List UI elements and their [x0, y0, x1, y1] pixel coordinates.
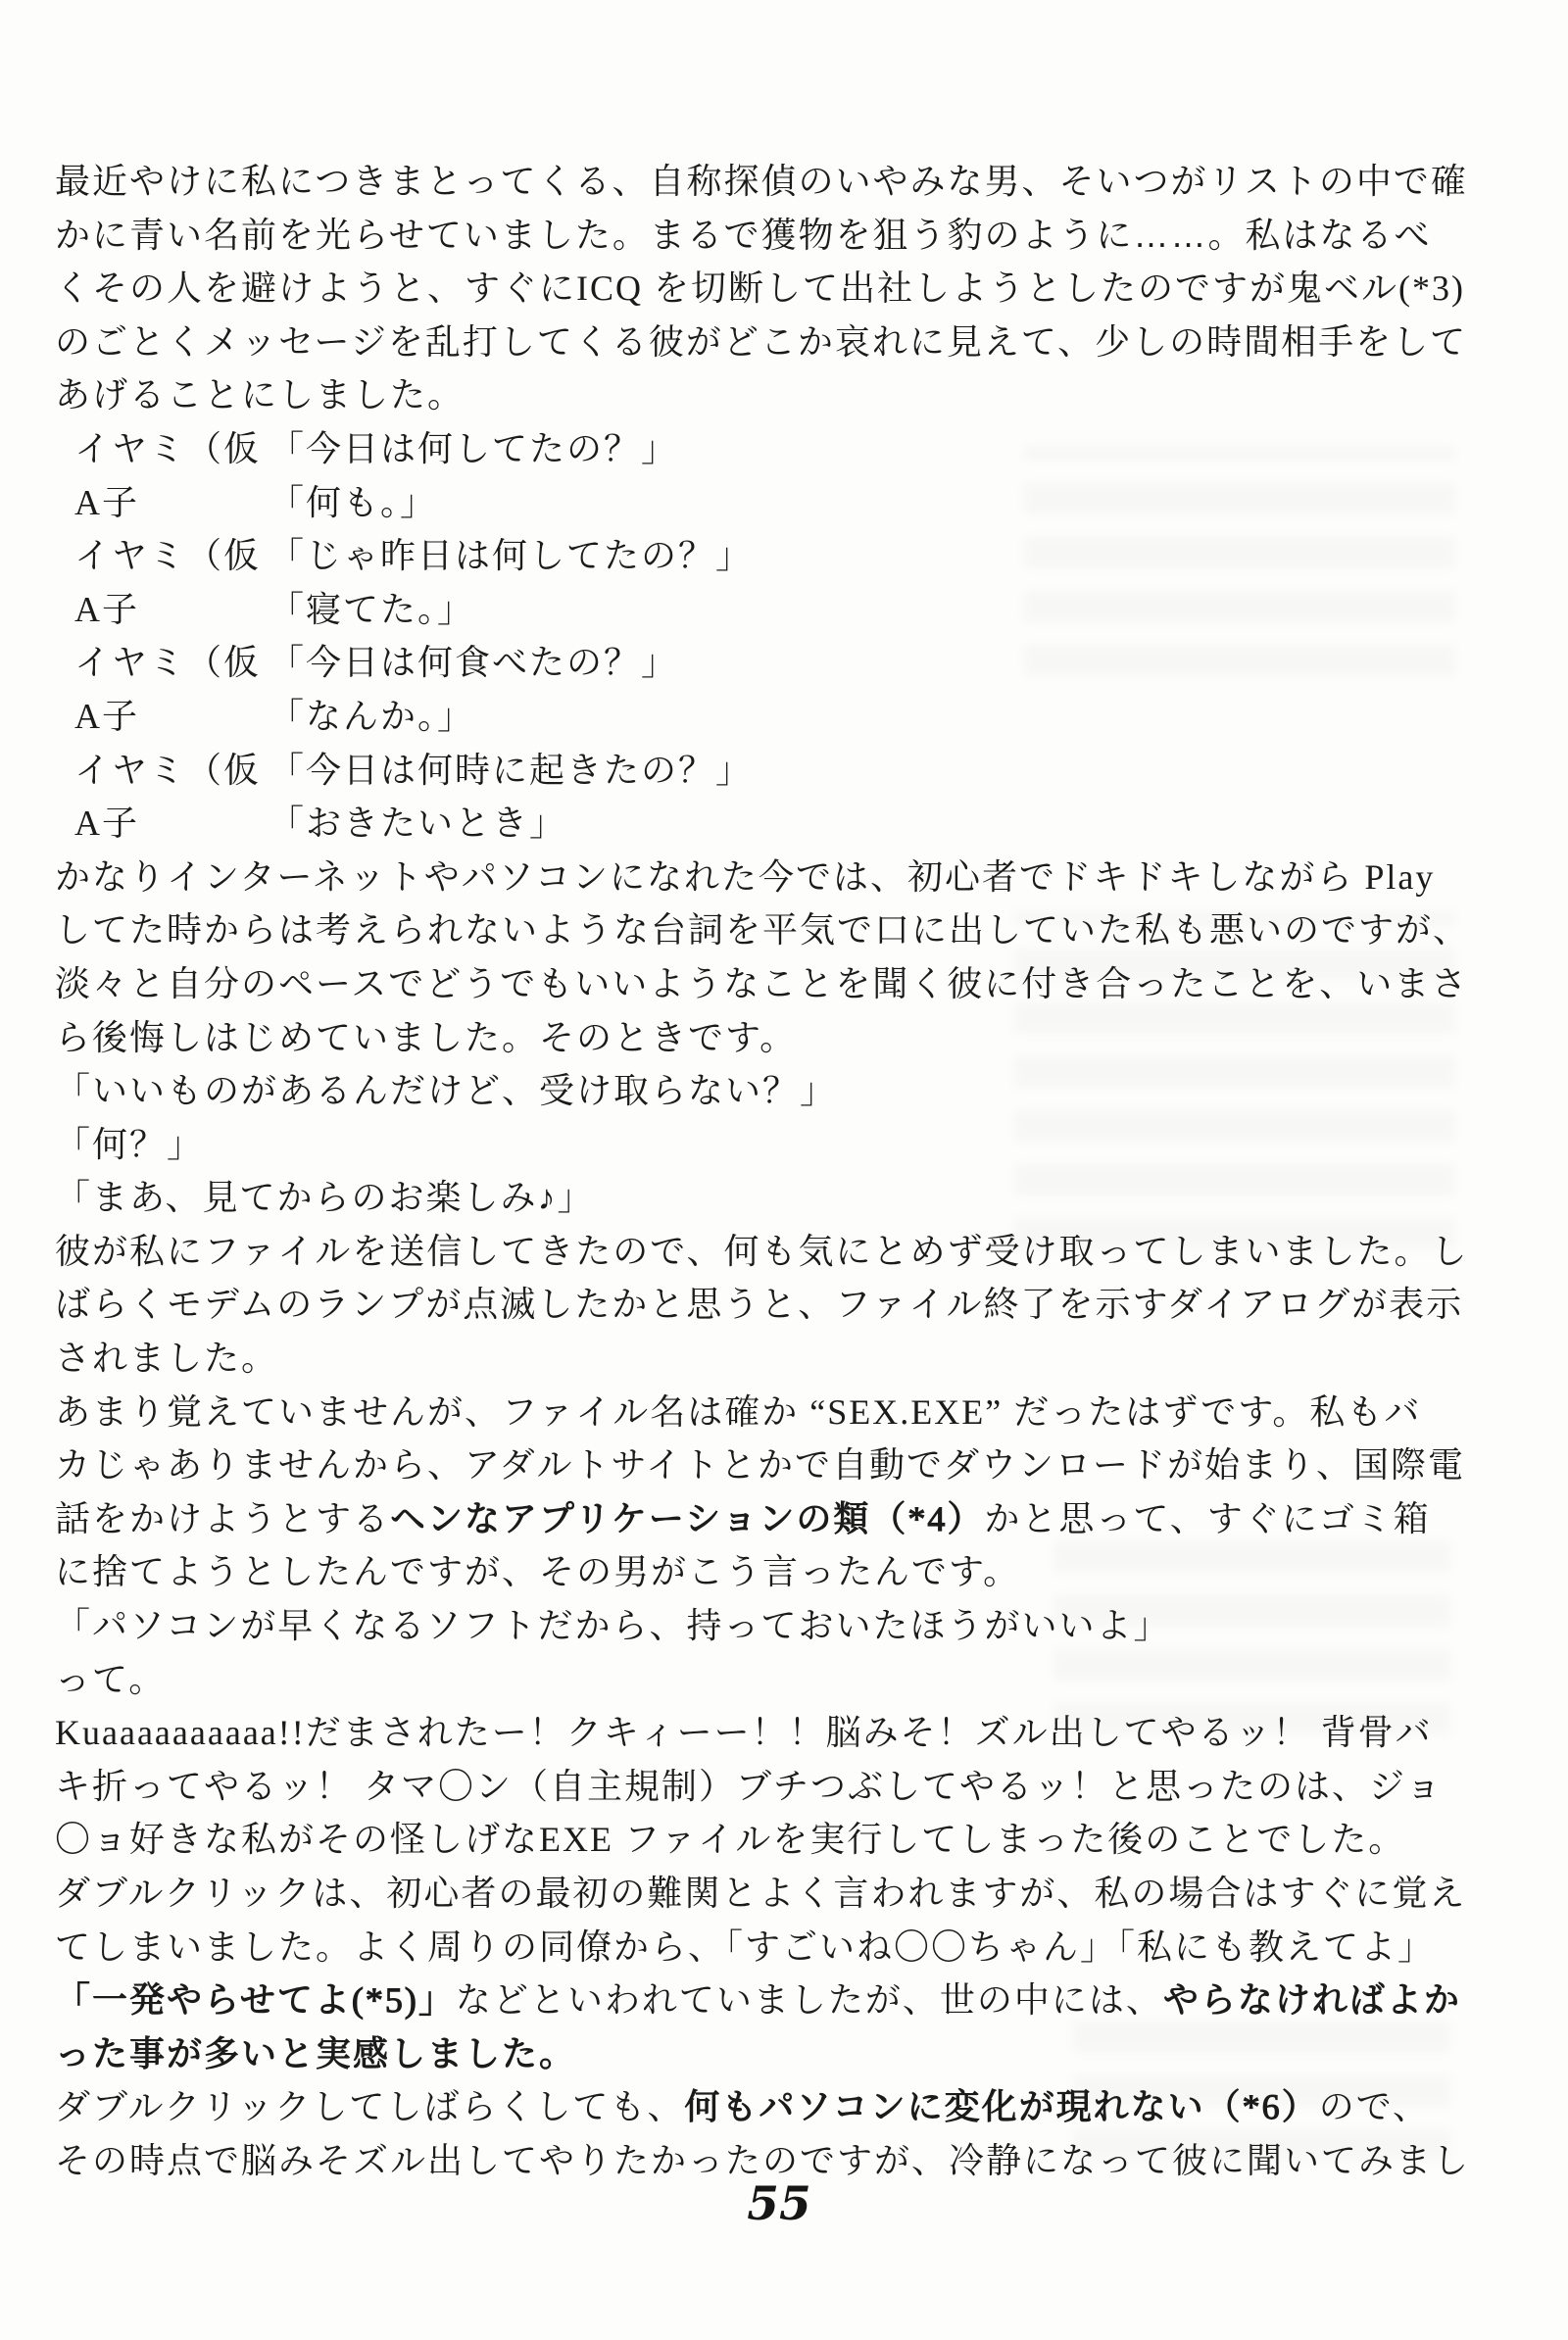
text-segment: ので、 [1318, 2087, 1430, 2127]
text-line [55, 2027, 1490, 2081]
text-line [55, 1492, 1490, 1546]
text-segment: ら後悔しはじめていました。そのときです。 [55, 1017, 798, 1057]
text-segment: てしまいました。よく周りの同僚から、「すごいね〇〇ちゃん」「私にも教えてよ」 [55, 1926, 1436, 1967]
text-line [55, 1225, 1490, 1279]
dialogue-speaker: A子 [74, 696, 139, 736]
text-segment: 「何？」 [55, 1124, 205, 1164]
dialogue-text: 「なんか。」 [269, 696, 475, 736]
text-line [55, 1599, 1490, 1653]
text-line [55, 1706, 1490, 1760]
text-segment: Kuaaaaaaaaaa!!だまされたー！クキィーー！！脳みそ！ズル出してやるッ！ 背骨バ [55, 1713, 1433, 1753]
dialogue-line [55, 583, 1490, 637]
text-segment: 話をかけようとする [55, 1498, 391, 1538]
text-segment: あまり覚えていませんが、ファイル名は確か “SEX.EXE” だったはずです。私もバ [55, 1391, 1422, 1432]
text-line [55, 1064, 1490, 1118]
dialogue-line [55, 797, 1490, 851]
dialogue-speaker: A子 [74, 482, 139, 522]
text-line [55, 1118, 1490, 1172]
bold-text-segment: ヘンなアプリケーションの類（*4） [390, 1498, 985, 1538]
text-segment: 淡々と自分のペースでどうでもいいようなことを聞く彼に付き合ったことを、いまさ [55, 963, 1469, 1003]
text-segment: その時点で脳みそズル出してやりたかったのですが、冷静になって彼に聞いてみまし [55, 2140, 1471, 2180]
text-line [55, 1921, 1490, 1974]
dialogue-text: 「今日は何食べたの？」 [269, 643, 679, 683]
text-line [55, 2080, 1490, 2134]
text-line [55, 155, 1490, 209]
text-line [55, 316, 1490, 369]
text-line [55, 368, 1490, 422]
text-line [55, 1974, 1490, 2027]
text-line [55, 1867, 1490, 1921]
bold-text-segment: 何もパソコンに変化が現れない（*6） [684, 2087, 1319, 2127]
dialogue-text: 「今日は何時に起きたの？」 [269, 750, 754, 790]
bold-text-segment: った事が多いと実感しました。 [55, 2033, 577, 2073]
bold-text-segment: やらなければよか [1162, 1980, 1461, 2021]
text-line [55, 957, 1490, 1011]
dialogue-speaker: イヤミ（仮 [74, 643, 262, 683]
text-segment: のごとくメッセージを乱打してくる彼がどこか哀れに見えて、少しの時間相手をして [55, 321, 1468, 362]
text-segment: 「パソコンが早くなるソフトだから、持っておいたほうがいいよ」 [55, 1606, 1171, 1646]
text-segment: などといわれていましたが、世の中には、 [455, 1980, 1163, 2021]
text-segment: 「いいものがあるんだけど、受け取らない？」 [55, 1071, 838, 1111]
text-segment: してた時からは考えられないような台詞を平気で口に出していた私も悪いのですが、 [55, 910, 1471, 951]
dialogue-speaker: A子 [74, 589, 139, 629]
dialogue-text: 「じゃ昨日は何してたの？」 [269, 536, 754, 576]
text-segment: 彼が私にファイルを送信してきたので、何も気にとめず受け取ってしまいました。し [55, 1231, 1469, 1271]
text-line [55, 1653, 1490, 1707]
text-segment: あげることにしました。 [55, 375, 466, 415]
text-segment: 〇ョ好きな私がその怪しげなEXE ファイルを実行してしまった後のことでした。 [55, 1820, 1406, 1860]
text-segment: ダブルクリックは、初心者の最初の難関とよく言われますが、私の場合はすぐに覚え [55, 1874, 1467, 1913]
text-segment: 最近やけに私につきまとってくる、自称探偵のいやみな男、そいつがリストの中で確 [55, 162, 1468, 201]
text-segment: キ折ってやるッ！ タマ〇ン（自主規制）ブチつぶしてやるッ！と思ったのは、ジョ [55, 1766, 1444, 1806]
text-segment: って。 [55, 1659, 167, 1699]
text-lines [55, 155, 1490, 2188]
dialogue-line [55, 422, 1490, 476]
text-segment: ばらくモデムのランプが点滅したかと思うと、ファイル終了を示すダイアログが表示 [55, 1285, 1464, 1325]
text-line [55, 1332, 1490, 1386]
text-line [55, 851, 1490, 904]
text-line [55, 209, 1490, 263]
text-line [55, 1011, 1490, 1065]
bold-text-segment: 「一発やらせてよ(*5)」 [55, 1980, 456, 2021]
text-segment: カじゃありませんから、アダルトサイトとかで自動でダウンロードが始まり、国際電 [55, 1445, 1465, 1486]
dialogue-text: 「おきたいとき」 [269, 804, 567, 844]
page-number: 55 [747, 2177, 811, 2231]
text-segment: かなりインターネットやパソコンになれた今では、初心者でドキドキしながら Play [55, 856, 1436, 897]
text-line [55, 1438, 1490, 1492]
dialogue-line [55, 636, 1490, 690]
text-line [55, 1813, 1490, 1867]
dialogue-line [55, 744, 1490, 798]
dialogue-speaker: イヤミ（仮 [74, 536, 262, 576]
dialogue-line [55, 476, 1490, 530]
text-line [55, 1545, 1490, 1599]
text-line [55, 1171, 1490, 1225]
dialogue-text: 「寝てた。」 [269, 589, 475, 629]
dialogue-speaker: イヤミ（仮 [74, 750, 262, 790]
text-segment: ダブルクリックしてしばらくしても、 [55, 2087, 685, 2127]
text-segment: かに青い名前を光らせていました。まるで獲物を狙う豹のように……。私はなるべ [55, 215, 1432, 255]
text-line [55, 1278, 1490, 1332]
dialogue-line [55, 690, 1490, 744]
text-segment: くその人を避けようと、すぐにICQ を切断して出社しようとしたのですが鬼ベル(*3) [55, 268, 1465, 309]
text-segment: かと思って、すぐにゴミ箱 [984, 1498, 1431, 1538]
dialogue-line [55, 529, 1490, 583]
text-segment: に捨てようとしたんですが、その男がこう言ったんです。 [55, 1552, 1021, 1592]
text-segment: されました。 [55, 1339, 279, 1379]
dialogue-speaker: イヤミ（仮 [74, 428, 262, 468]
dialogue-text: 「何も。」 [269, 482, 438, 522]
text-line [55, 1760, 1490, 1814]
dialogue-text: 「今日は何してたの？」 [269, 428, 679, 468]
text-line [55, 1386, 1490, 1439]
dialogue-speaker: A子 [74, 804, 139, 844]
text-line [55, 903, 1490, 957]
text-segment: 「まあ、見てからのお楽しみ♪」 [55, 1178, 595, 1218]
text-line [55, 262, 1490, 316]
